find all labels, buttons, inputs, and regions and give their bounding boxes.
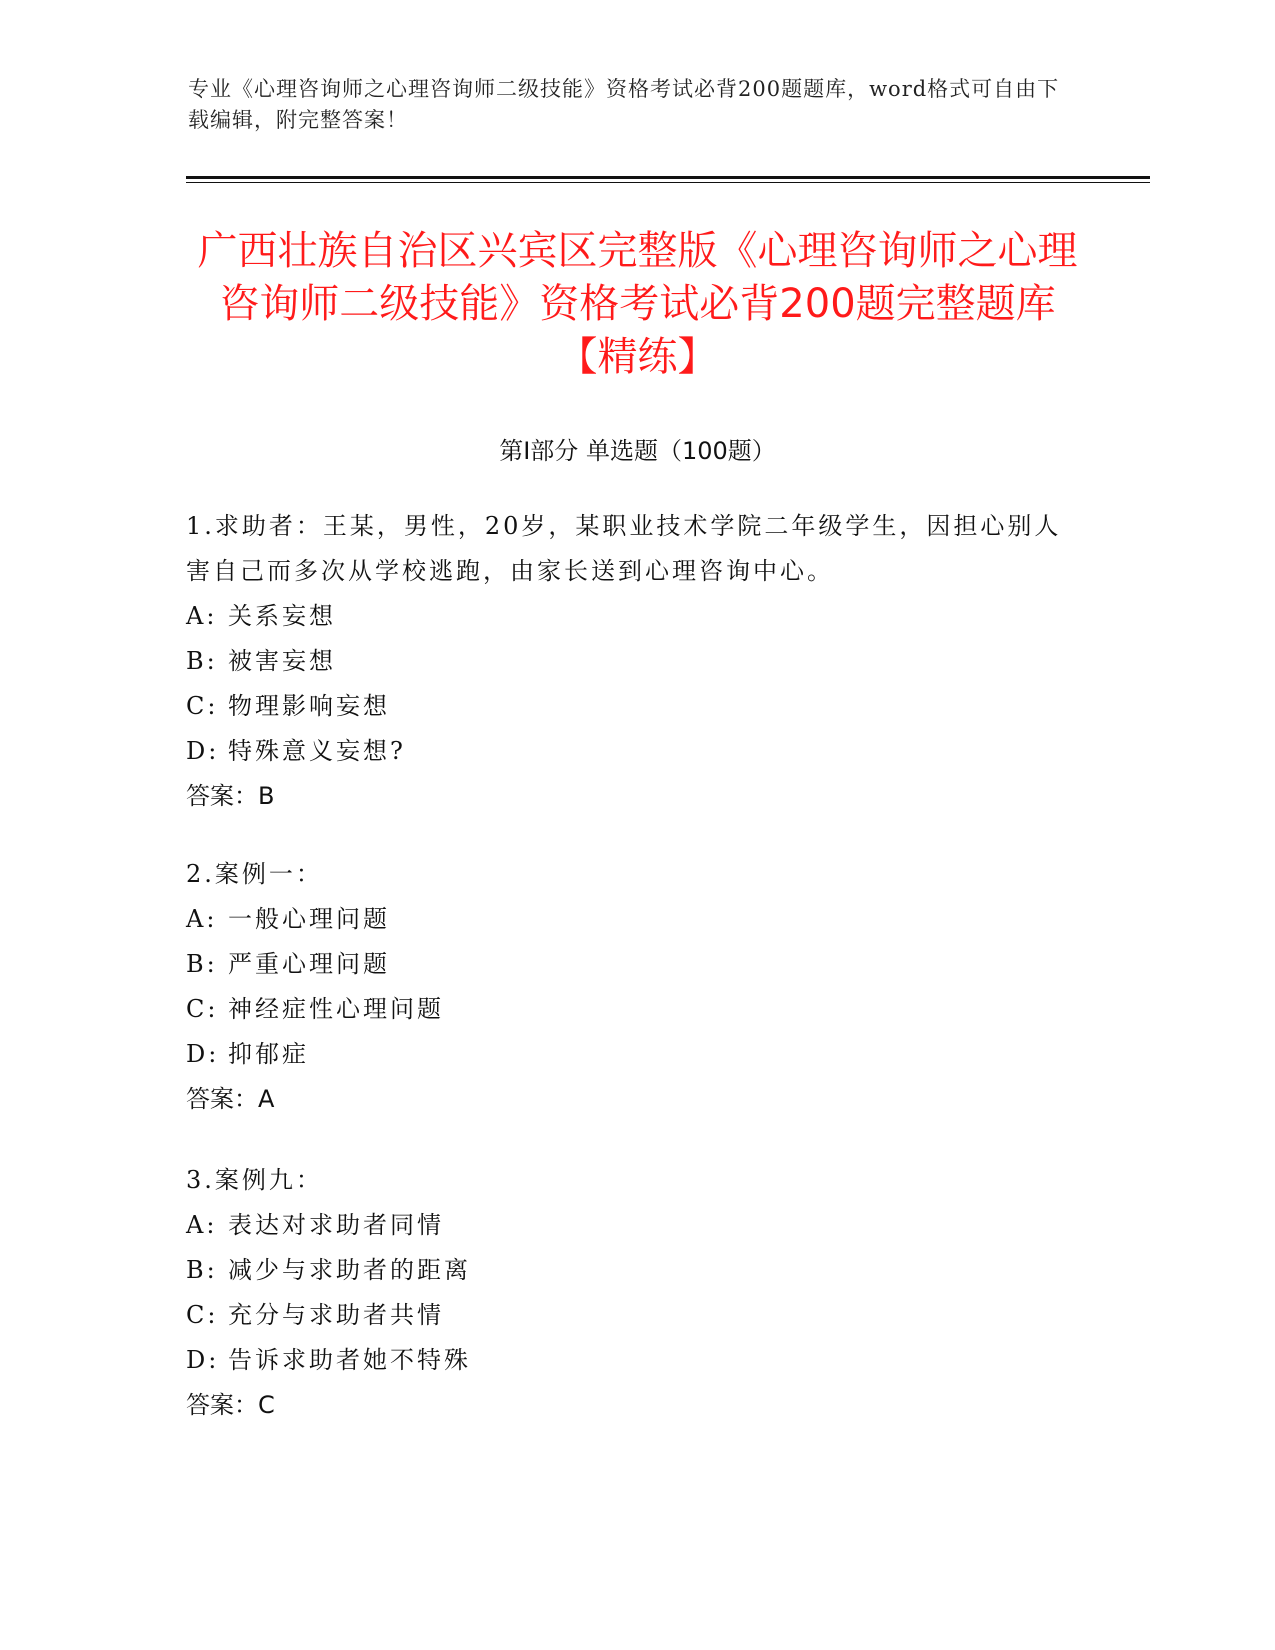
option-text: 关系妄想 xyxy=(228,602,336,630)
option-key: A: xyxy=(186,1211,218,1239)
option-key: C: xyxy=(186,692,219,720)
question-stem: 1.求助者：王某，男性，20岁，某职业技术学院二年级学生，因担心别人害自己而多次从学校逃跑，由家长送到心理咨询中心。 xyxy=(186,512,1062,585)
option-b xyxy=(186,942,1066,987)
answer-line xyxy=(186,774,1066,819)
question-stem: 3.案例九： xyxy=(186,1166,323,1194)
option-text: 严重心理问题 xyxy=(228,950,390,978)
option-key: D: xyxy=(186,1040,220,1068)
option-text: 抑郁症 xyxy=(228,1040,309,1068)
option-text: 被害妄想 xyxy=(228,647,336,675)
option-a xyxy=(186,594,1066,639)
answer-value: C xyxy=(258,1391,275,1419)
option-text: 特殊意义妄想? xyxy=(228,737,406,765)
option-text: 减少与求助者的距离 xyxy=(228,1256,471,1284)
answer-line xyxy=(186,1383,1066,1428)
answer-label: 答案： xyxy=(186,782,258,810)
document-title: 广西壮族自治区兴宾区完整版《心理咨询师之心理咨询师二级技能》资格考试必背200题完整题库【精练】 xyxy=(197,228,1078,380)
question-stem: 2.案例一： xyxy=(186,860,323,888)
option-text: 充分与求助者共情 xyxy=(228,1301,444,1329)
option-d xyxy=(186,1032,1066,1077)
option-b xyxy=(186,639,1066,684)
header-divider-thick xyxy=(186,176,1150,179)
option-c xyxy=(186,1293,1066,1338)
header-note: 专业《心理咨询师之心理咨询师二级技能》资格考试必背200题题库，word格式可自由下载编辑，附完整答案！ xyxy=(188,77,1060,132)
option-text: 神经症性心理问题 xyxy=(228,995,444,1023)
option-text: 一般心理问题 xyxy=(228,905,390,933)
option-key: B: xyxy=(186,647,218,675)
question-3 xyxy=(186,1158,1066,1428)
option-a xyxy=(186,897,1066,942)
question-1 xyxy=(186,504,1066,819)
answer-value: B xyxy=(258,782,275,810)
option-c xyxy=(186,684,1066,729)
option-b xyxy=(186,1248,1066,1293)
option-key: A: xyxy=(186,905,218,933)
answer-label: 答案： xyxy=(186,1391,258,1419)
option-key: B: xyxy=(186,1256,218,1284)
option-key: C: xyxy=(186,1301,219,1329)
option-c xyxy=(186,987,1066,1032)
option-text: 告诉求助者她不特殊 xyxy=(228,1346,471,1374)
section-heading: 第Ⅰ部分 单选题（100题） xyxy=(499,437,776,465)
option-d xyxy=(186,1338,1066,1383)
answer-value: A xyxy=(258,1085,275,1113)
header-divider-thin xyxy=(186,182,1150,183)
option-key: D: xyxy=(186,737,220,765)
option-key: D: xyxy=(186,1346,220,1374)
option-text: 表达对求助者同情 xyxy=(228,1211,444,1239)
option-key: C: xyxy=(186,995,219,1023)
answer-label: 答案： xyxy=(186,1085,258,1113)
option-key: B: xyxy=(186,950,218,978)
option-text: 物理影响妄想 xyxy=(228,692,390,720)
option-a xyxy=(186,1203,1066,1248)
option-key: A: xyxy=(186,602,218,630)
answer-line xyxy=(186,1077,1066,1122)
option-d xyxy=(186,729,1066,774)
question-2 xyxy=(186,852,1066,1122)
